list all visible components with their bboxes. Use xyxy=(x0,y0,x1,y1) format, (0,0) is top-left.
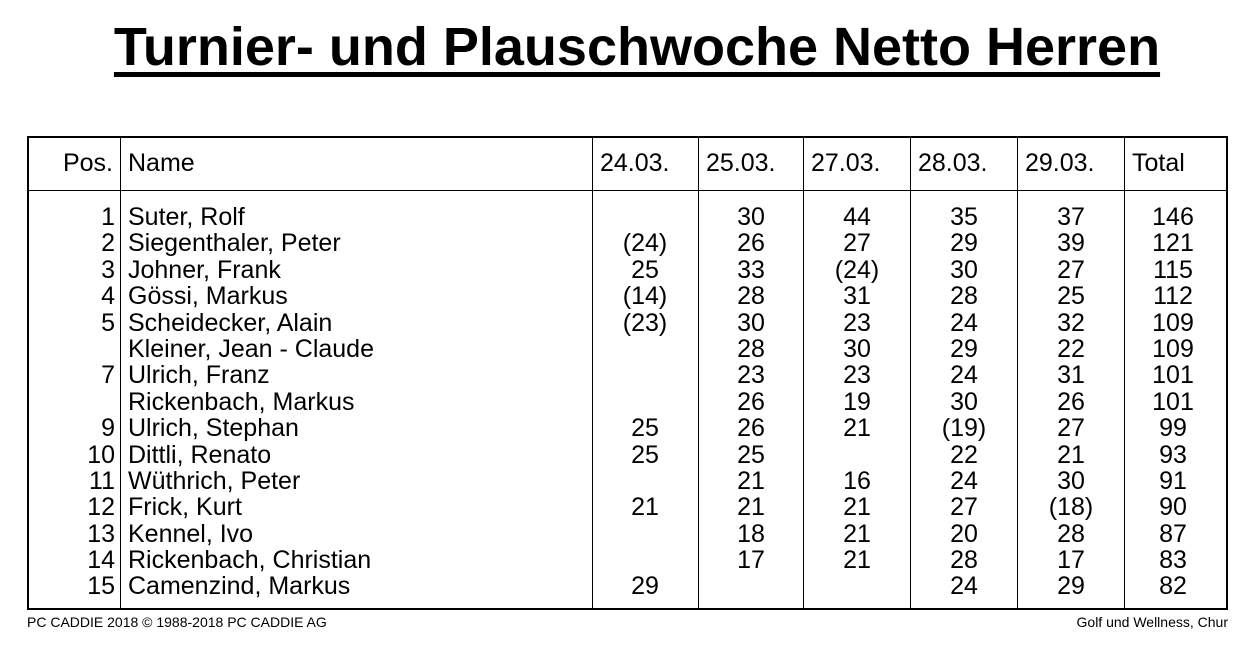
cell-total: 91 xyxy=(1159,466,1187,495)
cell-pos: 4 xyxy=(101,282,115,311)
cell-pos: 11 xyxy=(89,466,115,495)
table-body xyxy=(29,204,1226,600)
cell-date-5: 30 xyxy=(1057,466,1085,495)
table-row xyxy=(29,310,1226,336)
cell-total: 109 xyxy=(1152,334,1194,363)
header-divider xyxy=(29,190,1226,191)
cell-date-2: 25 xyxy=(737,440,765,469)
cell-date-5: 32 xyxy=(1057,308,1085,337)
cell-date-5: 22 xyxy=(1057,334,1085,363)
cell-date-1: 25 xyxy=(631,440,659,469)
cell-name: Frick, Kurt xyxy=(128,493,242,522)
title-text: Turnier- und Plauschwoche Netto Herren xyxy=(113,17,1161,77)
cell-name: Johner, Frank xyxy=(128,255,281,284)
cell-date-2: 18 xyxy=(737,519,765,548)
cell-date-2: 26 xyxy=(737,387,765,416)
cell-date-2: 26 xyxy=(737,414,765,443)
cell-date-5: 29 xyxy=(1057,572,1085,601)
footer-copyright: PC CADDIE 2018 © 1988-2018 PC CADDIE AG xyxy=(27,614,327,630)
cell-name: Camenzind, Markus xyxy=(128,572,351,601)
cell-name: Rickenbach, Markus xyxy=(128,387,355,416)
cell-date-5: 25 xyxy=(1057,282,1085,311)
cell-date-3: 44 xyxy=(843,203,871,231)
table-row xyxy=(29,547,1226,573)
cell-name: Rickenbach, Christian xyxy=(128,546,372,575)
table-row xyxy=(29,521,1226,547)
cell-date-1: 21 xyxy=(631,493,659,522)
cell-total: 93 xyxy=(1159,440,1187,469)
cell-name: Wüthrich, Peter xyxy=(128,466,301,495)
cell-date-4: 30 xyxy=(950,255,978,284)
cell-date-5: 27 xyxy=(1057,414,1085,443)
cell-date-1: (23) xyxy=(622,308,668,337)
cell-date-5: 28 xyxy=(1057,519,1085,548)
footer-club: Golf und Wellness, Chur xyxy=(1076,614,1228,630)
cell-name: Ulrich, Franz xyxy=(128,361,270,390)
cell-date-4: 24 xyxy=(950,308,978,337)
cell-pos: 14 xyxy=(87,546,115,575)
cell-total: 121 xyxy=(1152,229,1194,258)
cell-date-5: 26 xyxy=(1057,387,1085,416)
cell-date-3: (24) xyxy=(834,255,880,284)
cell-date-3: 31 xyxy=(843,282,871,311)
cell-date-4: 29 xyxy=(950,334,978,363)
cell-date-5: 37 xyxy=(1057,203,1085,231)
cell-date-3: 16 xyxy=(843,466,871,495)
cell-date-4: 28 xyxy=(950,282,978,311)
cell-total: 101 xyxy=(1152,387,1194,416)
cell-date-2: 30 xyxy=(737,203,765,231)
cell-date-5: 17 xyxy=(1057,546,1085,575)
header-date-5: 29.03. xyxy=(1025,149,1095,177)
cell-date-5: 31 xyxy=(1057,361,1085,390)
cell-name: Ulrich, Stephan xyxy=(128,414,299,443)
cell-date-4: 24 xyxy=(950,572,978,601)
cell-date-2: 33 xyxy=(737,255,765,284)
table-row xyxy=(29,573,1226,599)
cell-pos: 1 xyxy=(101,203,115,231)
cell-pos: 12 xyxy=(87,493,115,522)
cell-date-4: 27 xyxy=(950,493,978,522)
cell-pos: 10 xyxy=(87,440,115,469)
cell-pos: 5 xyxy=(101,308,115,337)
table-row xyxy=(29,415,1226,441)
cell-date-3: 19 xyxy=(843,387,871,416)
cell-date-3: 23 xyxy=(843,361,871,390)
page-title xyxy=(0,14,1254,80)
table-row xyxy=(29,283,1226,309)
cell-date-5: 21 xyxy=(1057,440,1085,469)
cell-date-1: 29 xyxy=(631,572,659,601)
cell-date-2: 28 xyxy=(737,334,765,363)
table-row xyxy=(29,204,1226,230)
cell-date-2: 17 xyxy=(737,546,765,575)
cell-date-5: 39 xyxy=(1057,229,1085,258)
cell-date-5: 27 xyxy=(1057,255,1085,284)
cell-total: 87 xyxy=(1159,519,1187,548)
table-row xyxy=(29,362,1226,388)
header-date-4: 28.03. xyxy=(918,149,988,177)
cell-date-3: 23 xyxy=(843,308,871,337)
header-date-1: 24.03. xyxy=(600,149,670,177)
cell-pos: 15 xyxy=(87,572,115,601)
cell-date-2: 23 xyxy=(737,361,765,390)
cell-name: Scheidecker, Alain xyxy=(128,308,333,337)
cell-pos: 7 xyxy=(101,361,115,390)
cell-total: 146 xyxy=(1152,203,1194,231)
cell-date-4: 30 xyxy=(950,387,978,416)
cell-date-3: 21 xyxy=(843,414,871,443)
table-row xyxy=(29,230,1226,256)
header-date-2: 25.03. xyxy=(706,149,776,177)
cell-date-4: 29 xyxy=(950,229,978,258)
header-total: Total xyxy=(1132,149,1185,177)
cell-date-1: (14) xyxy=(622,282,668,311)
results-table xyxy=(27,136,1228,610)
cell-date-2: 28 xyxy=(737,282,765,311)
cell-date-4: 28 xyxy=(950,546,978,575)
cell-total: 109 xyxy=(1152,308,1194,337)
cell-date-2: 21 xyxy=(737,466,765,495)
header-name: Name xyxy=(128,149,195,177)
cell-name: Kennel, Ivo xyxy=(128,519,254,548)
table-row xyxy=(29,468,1226,494)
cell-date-4: 35 xyxy=(950,203,978,231)
cell-date-1: (24) xyxy=(622,229,668,258)
cell-pos: 9 xyxy=(101,414,115,443)
header-pos: Pos. xyxy=(62,149,113,177)
cell-date-1: 25 xyxy=(631,255,659,284)
cell-date-4: (19) xyxy=(941,414,987,443)
header-date-3: 27.03. xyxy=(811,149,881,177)
cell-total: 83 xyxy=(1159,546,1187,575)
cell-name: Siegenthaler, Peter xyxy=(128,229,341,258)
cell-name: Suter, Rolf xyxy=(128,203,245,231)
cell-date-3: 21 xyxy=(843,546,871,575)
cell-date-4: 22 xyxy=(950,440,978,469)
cell-date-2: 26 xyxy=(737,229,765,258)
cell-date-4: 20 xyxy=(950,519,978,548)
cell-pos: 2 xyxy=(101,229,115,258)
cell-total: 99 xyxy=(1159,414,1187,443)
cell-date-2: 30 xyxy=(737,308,765,337)
cell-total: 82 xyxy=(1159,572,1187,601)
cell-name: Kleiner, Jean - Claude xyxy=(128,334,374,363)
table-row xyxy=(29,389,1226,415)
cell-pos: 13 xyxy=(87,519,115,548)
cell-total: 112 xyxy=(1153,282,1193,311)
table-row xyxy=(29,494,1226,520)
cell-date-3: 27 xyxy=(843,229,871,258)
cell-pos: 3 xyxy=(101,255,115,284)
cell-date-5: (18) xyxy=(1048,493,1094,522)
table-row xyxy=(29,336,1226,362)
cell-name: Dittli, Renato xyxy=(128,440,272,469)
cell-total: 90 xyxy=(1159,493,1187,522)
cell-date-1: 25 xyxy=(631,414,659,443)
cell-total: 101 xyxy=(1152,361,1194,390)
cell-total: 115 xyxy=(1153,255,1193,284)
table-row xyxy=(29,442,1226,468)
cell-date-3: 21 xyxy=(843,519,871,548)
cell-date-3: 30 xyxy=(843,334,871,363)
cell-name: Gössi, Markus xyxy=(128,282,288,311)
cell-date-4: 24 xyxy=(950,361,978,390)
cell-date-3: 21 xyxy=(843,493,871,522)
cell-date-2: 21 xyxy=(737,493,765,522)
cell-date-4: 24 xyxy=(950,466,978,495)
table-row xyxy=(29,257,1226,283)
